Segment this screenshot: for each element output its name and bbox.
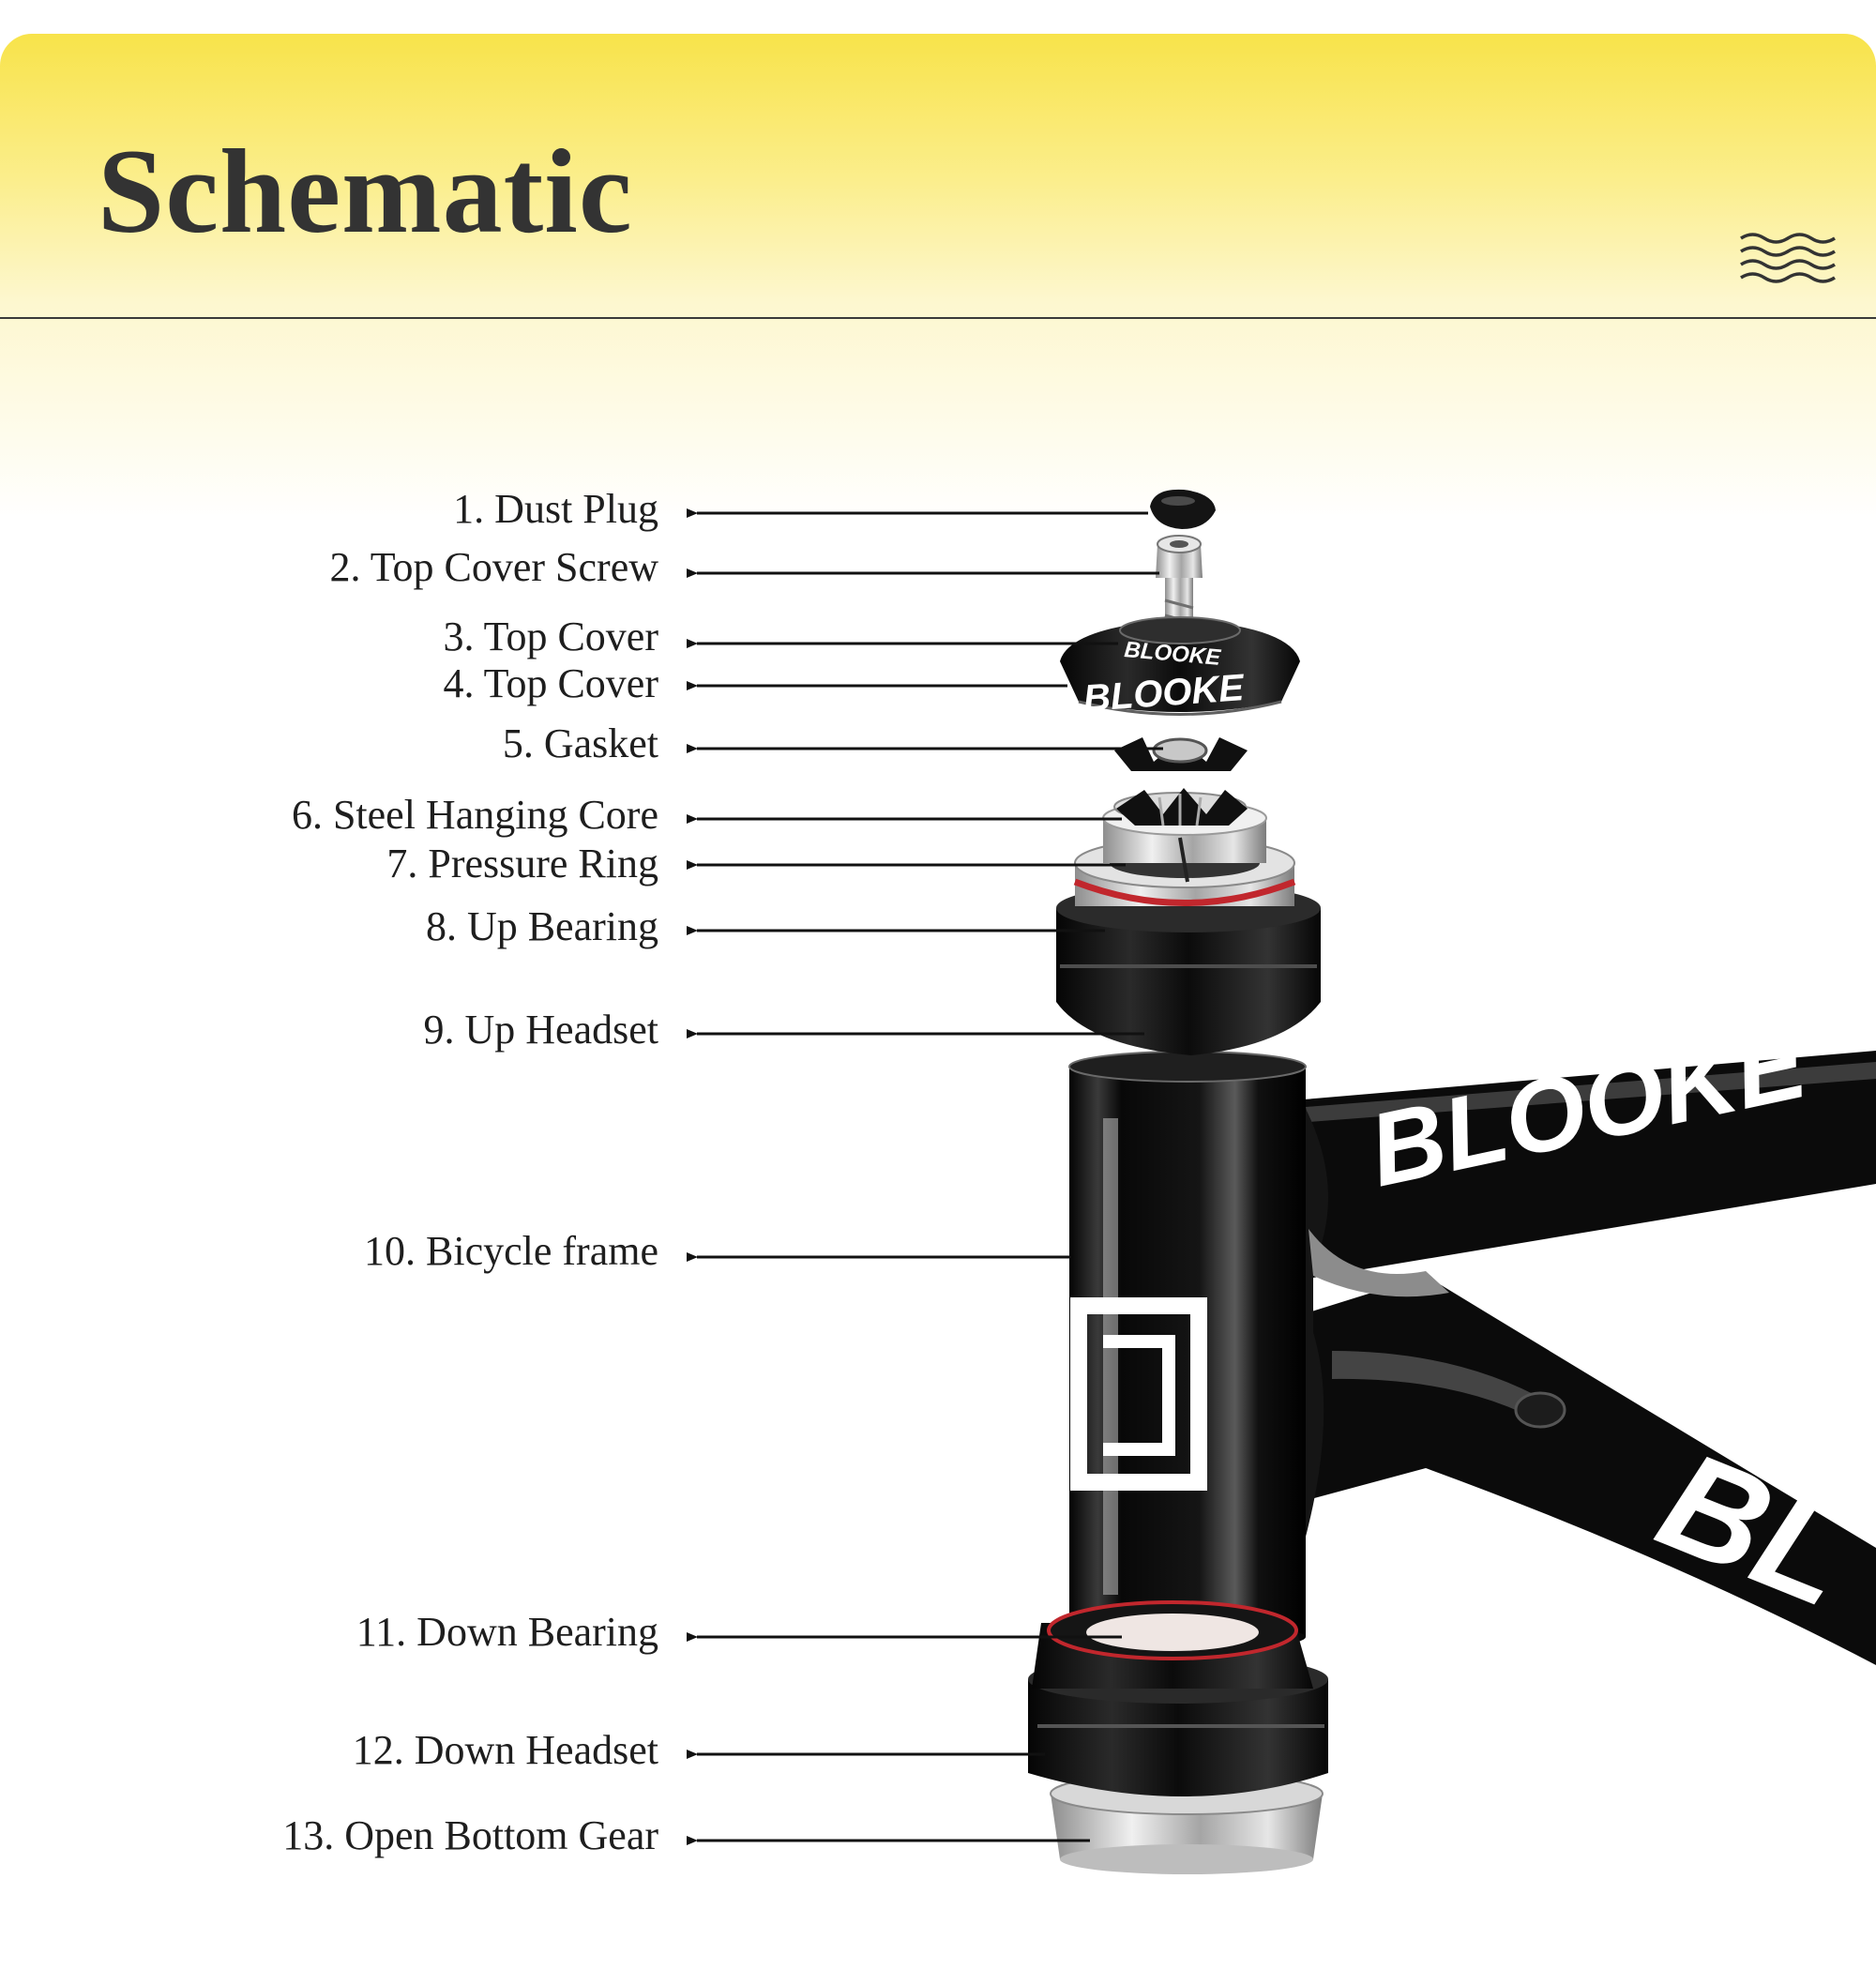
part-label-3: 3. Top Cover	[443, 614, 658, 659]
part-label-2: 2. Top Cover Screw	[329, 544, 658, 590]
top-tube-logo: BLOOKE	[1359, 1004, 1816, 1209]
part-label-5: 5. Gasket	[502, 720, 658, 766]
part-label-7: 7. Pressure Ring	[386, 841, 658, 886]
up-headset-part	[1056, 884, 1321, 1055]
top-cover-lower-logo: BLOOKE	[1082, 667, 1246, 720]
down-tube-logo: BL	[1640, 1419, 1873, 1637]
top-cover-part	[1060, 617, 1300, 720]
bicycle-frame-part	[1069, 1004, 1876, 1665]
part-label-9: 9. Up Headset	[423, 1007, 658, 1053]
part-label-4: 4. Top Cover	[443, 660, 658, 706]
part-label-8: 8. Up Bearing	[425, 903, 658, 949]
part-label-11: 11. Down Bearing	[356, 1609, 658, 1655]
part-label-10: 10. Bicycle frame	[364, 1228, 658, 1274]
dust-plug-part	[1150, 490, 1216, 529]
part-label-13: 13. Open Bottom Gear	[282, 1812, 658, 1858]
part-label-12: 12. Down Headset	[352, 1727, 658, 1773]
page-title: Schematic	[98, 125, 633, 258]
part-label-6: 6. Steel Hanging Core	[291, 792, 658, 838]
part-label-1: 1. Dust Plug	[453, 486, 658, 532]
down-bearing-part	[1049, 1602, 1296, 1659]
steel-hanging-core-part	[1114, 788, 1248, 826]
top-cover-upper-logo: BLOOKE	[1123, 637, 1222, 671]
gasket-part	[1114, 737, 1248, 771]
